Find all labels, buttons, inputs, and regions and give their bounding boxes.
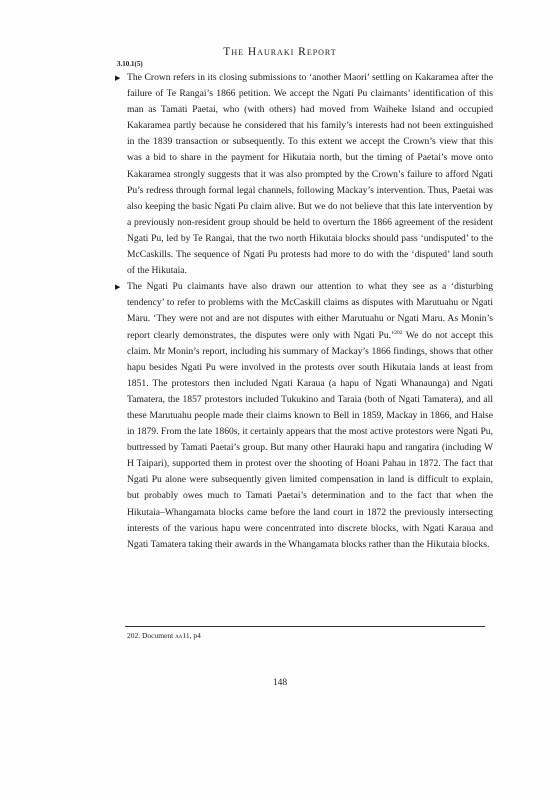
paragraph-text xyxy=(127,70,493,279)
paragraph-crown-submissions xyxy=(115,70,493,279)
paragraph-text xyxy=(127,279,493,553)
footnote-202 xyxy=(127,631,201,640)
section-reference: 3.10.1(5) xyxy=(117,60,143,68)
paragraph-text-part: The Ngati Pu claimants have also drawn our attention to what they see as a ‘disturbing tendency’ to refer to problems with the McCaskill claims as disputes with Marutuahu or Ngati Maru. ‘They were not and are not disputes with either Marutuahu or Ngati Maru. As Monin’s report clearly demonstrates, the disputes were only with Ngati Pu.’ xyxy=(127,281,493,341)
footnote-document-label: Document xyxy=(142,631,174,640)
footnote-divider xyxy=(125,626,485,627)
bullet-arrow-icon: ▶ xyxy=(115,283,121,292)
running-header-title: The Hauraki Report xyxy=(223,46,337,58)
page-number: 148 xyxy=(272,678,288,688)
bullet-arrow-icon: ▶ xyxy=(115,74,121,82)
footnote-reference[interactable]: 202 xyxy=(394,329,403,336)
footnote-document-id: aa11 xyxy=(175,631,190,640)
paragraph-text-part: The Crown refers in its closing submissions to ‘another Maori’ settling on Kakaramea after the failure of Te Rangai’s 1866 petition. We accept the Ngati Pu claimants’ identification of this man as Tamati Paetai, who (with others) had moved from Waiheke Island and occupied Kakaramea partly because he considered that his family’s interests had not been extinguished in the 1839 transaction or subsequently. To this extent we accept the Crown’s view that this was a bid to share in the payment for Hikutaia north, but the timing of Paetai’s move onto Kakaramea strongly suggests that it was also prompted by the Crown’s failure to afford Ngati Pu’s redress through formal legal channels, following Mackay’s intervention. Thus, Paetai was also keeping the basic Ngati Pu claim alive. But we do not believe that this late intervention by a previously non-resident group should be held to overturn the 1866 agreement of the resident Ngati Pu, led by Te Rangai, that the two north Hikutaia blocks should pass ‘undisputed’ to the McCaskills. The sequence of Ngati Pu protests had more to do with the ‘disputed’ land south of the Hikutaia. xyxy=(127,72,493,277)
footnote-page-ref: , p4 xyxy=(189,631,201,640)
paragraph-disturbing-tendency xyxy=(115,279,493,553)
paragraph-text-part: We do not accept this claim. Mr Monin’s report, including his summary of Mackay’s 1866 findings, shows that other hapu besides Ngati Pu were involved in the protests over south Hikutaia lands at least from 1851. The protestors then included Ngati Karaua (a hapu of Ngati Whanaunga) and Ngati Tamatera, the 1857 protestors included Tukukino and Taraia (both of Ngati Tamatera), and all these Marutuahu people made their claims known to Bell in 1859, Mackay in 1866, and Halse in 1879. From the late 1860s, it certainly appears that the most active protestors were Ngati Pu, buttressed by Tamati Paetai’s group. But many other Hauraki hapu and rangatira (including W H Taipari), supported them in protest over the shooting of Hoani Pahau in 1872. The fact that Ngati Pu alone were subsequently given limited compensation in land is difficult to explain, but probably owes much to Tamati Paetai’s determination and to the fact that when the Hikutaia–Whangamata blocks came before the land court in 1872 the previously intersecting interests of the various hapu were concentrated into discrete blocks, with Ngati Karaua and Ngati Tamatera taking their awards in the Whangamata blocks rather than the Hikutaia blocks. xyxy=(127,329,493,550)
footnote-number: 202. xyxy=(127,631,141,640)
body-text xyxy=(115,70,493,553)
